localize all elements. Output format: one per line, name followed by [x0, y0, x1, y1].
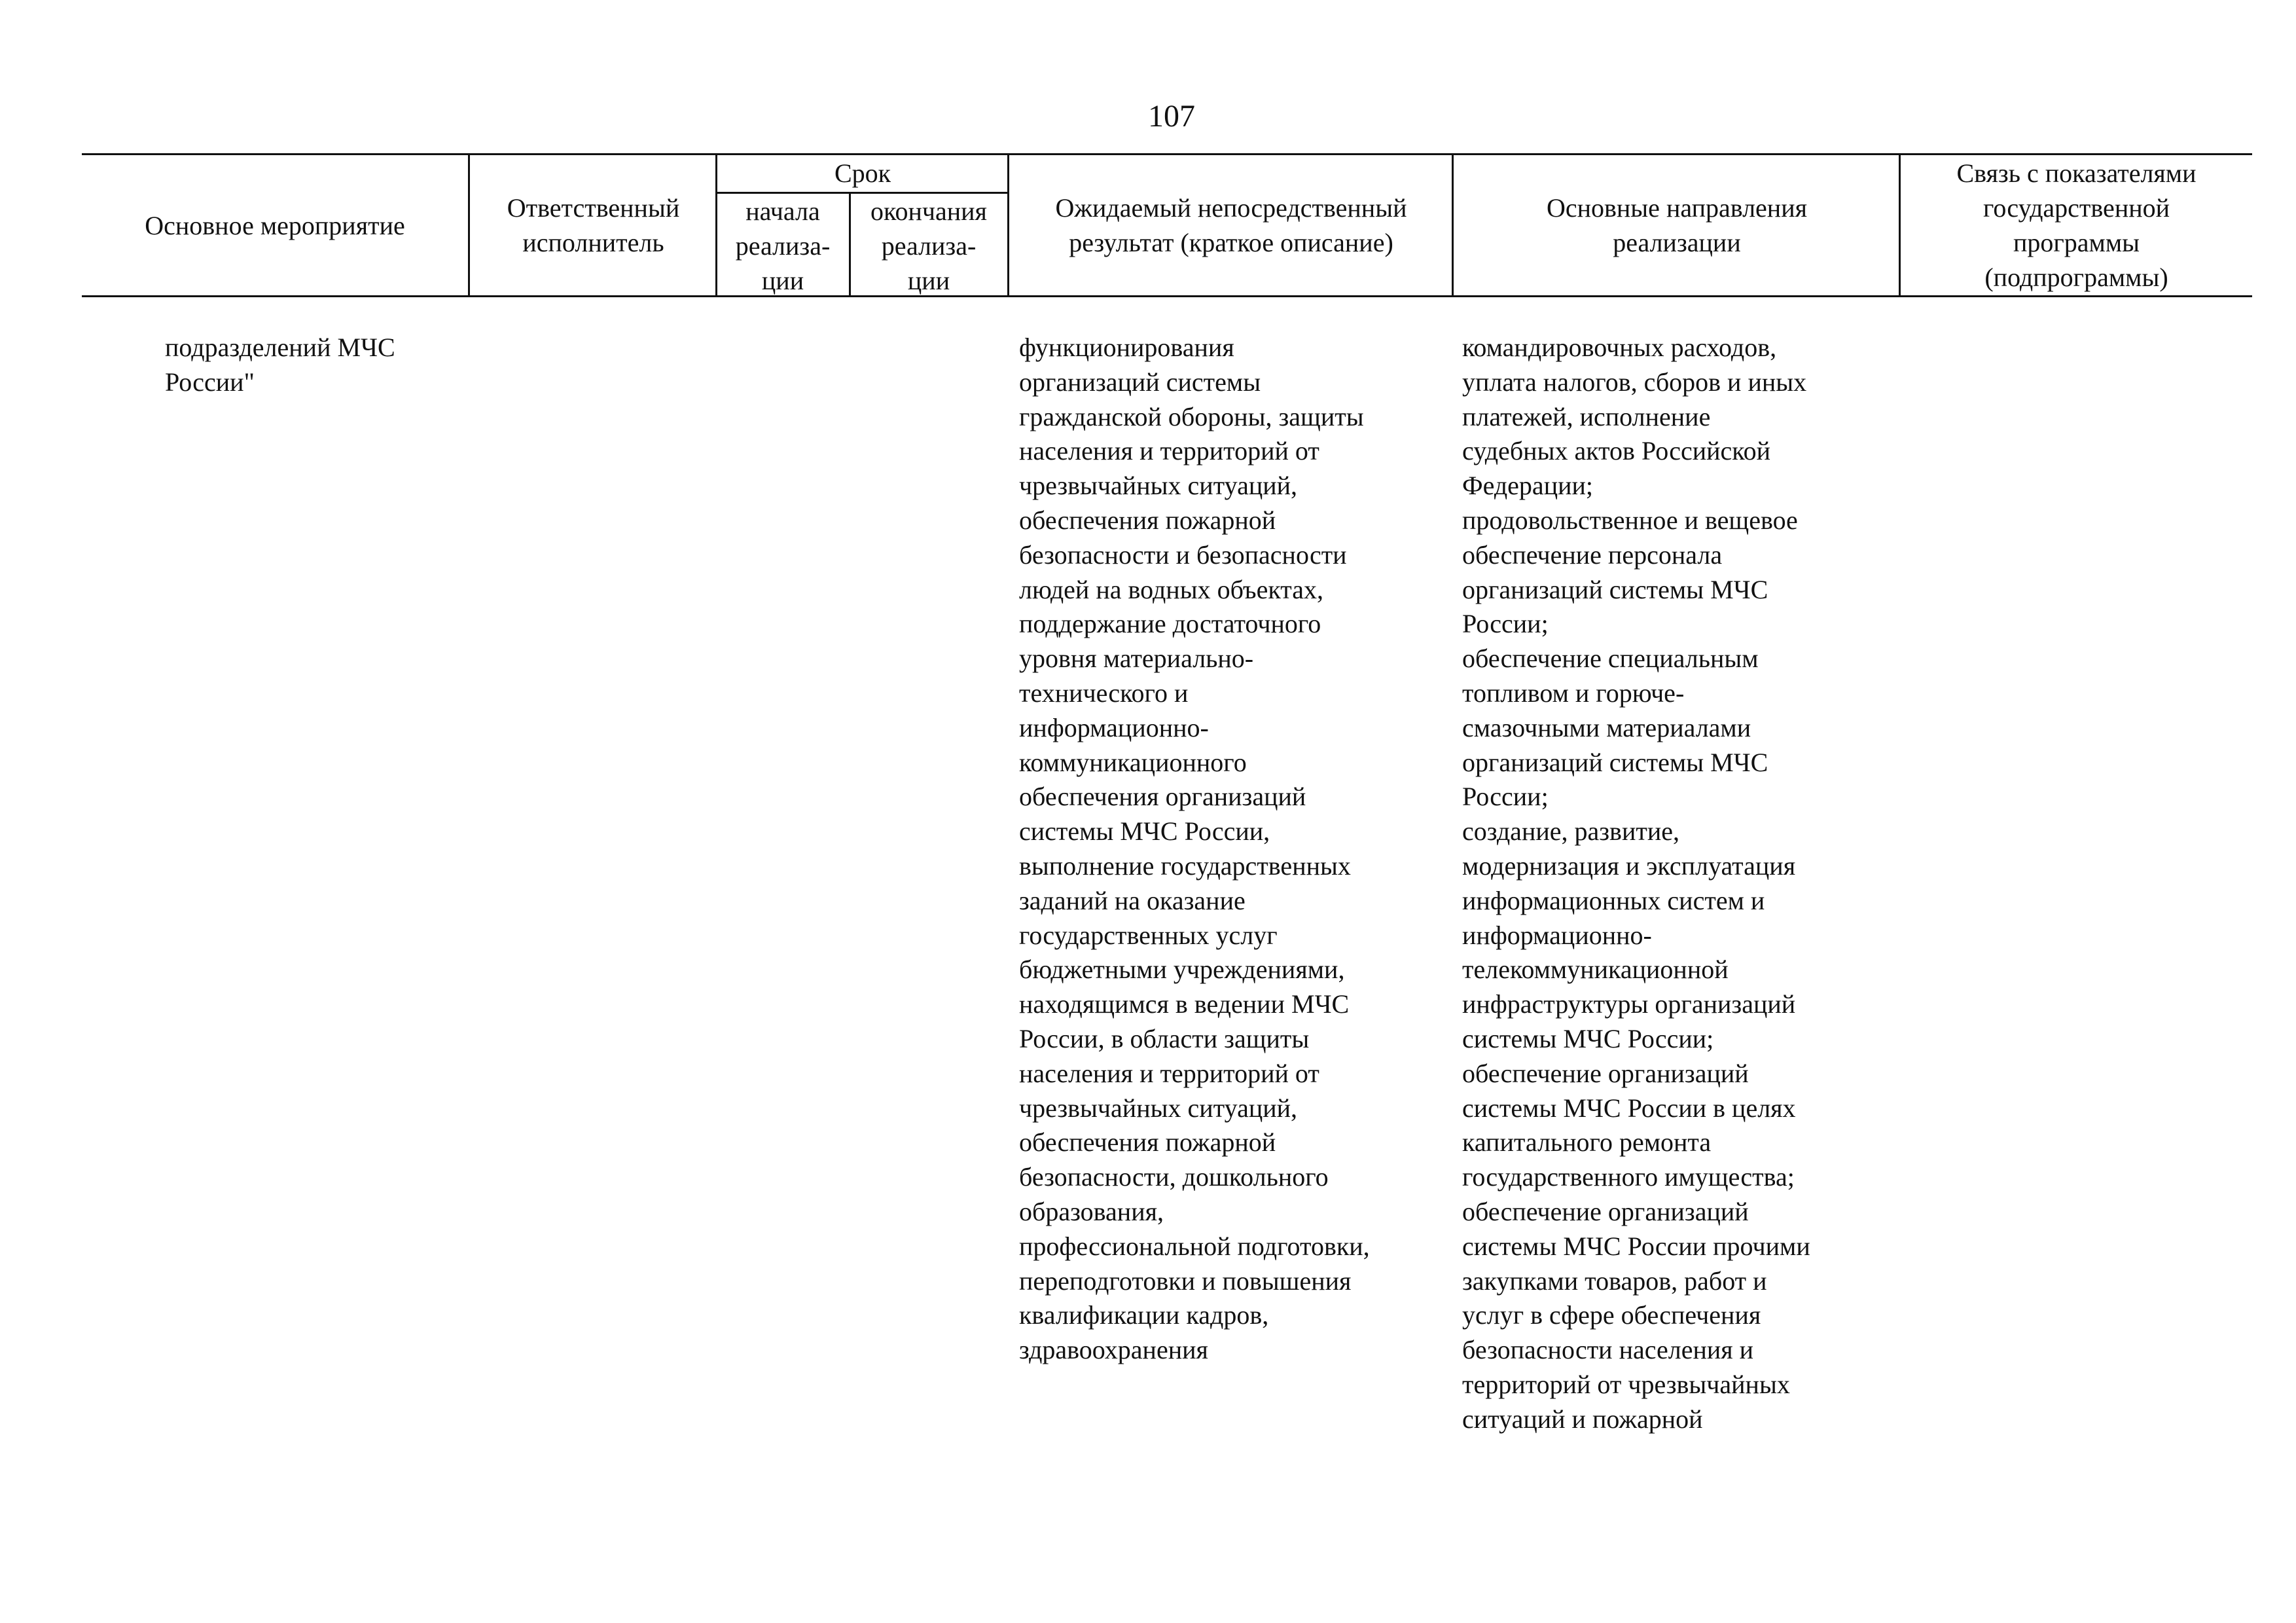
row-result: функционирования организаций системы гражданской обороны, защиты населения и территорий от чрезвычайных ситуаций, обеспечения пожарной безопасности и безопасности людей на водных объектах, поддержание достаточного уровня материально- технического и информационно- коммуникационного обеспечения организаций системы МЧС России, выполнение государственных заданий на оказание государственных услуг бюджетными учреждениями, находящимся в ведении МЧС России, в области защиты населения и территорий от чрезвычайных ситуаций, обеспечения пожарной безопасности, дошкольного образования, профессиональной подготовки, переподготовки и повышения квалификации кадров, здравоохранения	[1019, 333, 1370, 1365]
header-indicators: Связь с показателями государственной программы (подпрограммы)	[1956, 158, 2197, 292]
header-term-start: начала реализа- ции	[735, 196, 831, 295]
header-result: Ожидаемый непосредственный результат (краткое описание)	[1055, 193, 1407, 257]
header-directions: Основные направления реализации	[1546, 193, 1808, 257]
header-term-end: окончания реализа- ции	[870, 196, 987, 295]
row-directions: командировочных расходов, уплата налогов, сборов и иных платежей, исполнение судебных актов Российской Федерации; продовольственное и вещевое обеспечение персонала организаций системы МЧС России; обеспечение специальным топливом и горюче- смазочными материалами организаций системы МЧС России; создание, развитие, модернизация и эксплуатация информационных систем и информационно- телекоммуникационной инфраструктуры организаций системы МЧС России; обеспечение организаций системы МЧС России в целях капитального ремонта государственного имущества; обеспечение организаций системы МЧС России прочими закупками товаров, работ и услуг в сфере обеспечения безопасности населения и территорий от чрезвычайных ситуаций и пожарной	[1462, 333, 1810, 1434]
header-activity: Основное мероприятие	[145, 210, 405, 240]
header-term: Срок	[834, 158, 891, 188]
row-activity: подразделений МЧС России"	[165, 333, 395, 397]
header-executor: Ответственный исполнитель	[507, 193, 680, 257]
page-number: 107	[1148, 99, 1195, 134]
table-header	[82, 153, 2252, 297]
